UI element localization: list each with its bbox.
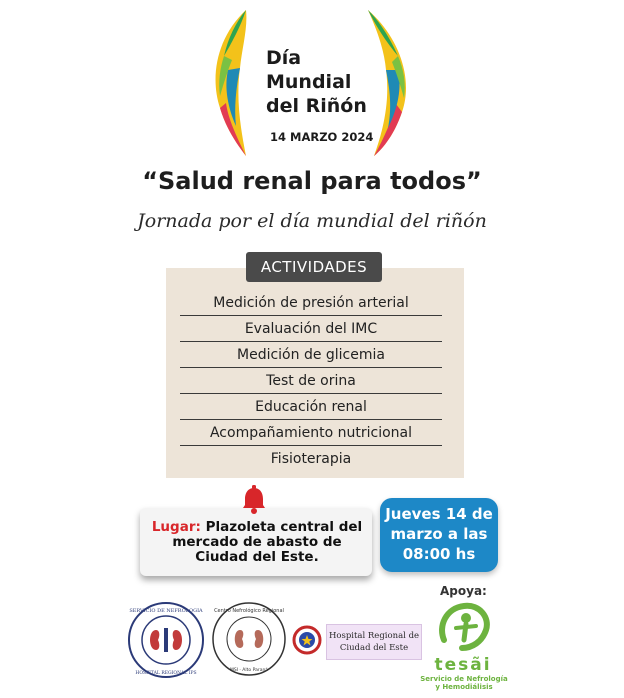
hospital-line-2: Ciudad del Este bbox=[339, 643, 409, 653]
activities-title: ACTIVIDADES bbox=[246, 252, 382, 282]
date-time-badge bbox=[380, 498, 498, 572]
headline: “Salud renal para todos” bbox=[142, 167, 482, 195]
activity-item: Medición de presión arterial bbox=[180, 290, 442, 316]
date-line-1: Jueves 14 de bbox=[385, 505, 493, 523]
support-label: Apoya: bbox=[440, 584, 487, 598]
paraguay-emblem-icon bbox=[292, 624, 322, 656]
tesai-name: tesãi bbox=[434, 655, 492, 675]
hospital-regional-logo bbox=[326, 624, 422, 660]
tesai-sub-line-2: y Hemodiálisis bbox=[435, 683, 493, 691]
tesai-sub-line-1: Servicio de Nefrología bbox=[420, 675, 508, 683]
tesai-logo-icon bbox=[436, 600, 492, 652]
regional-nephrology-center-seal bbox=[210, 600, 288, 678]
location-text bbox=[148, 520, 366, 565]
location-value: Plazoleta central del mercado de abasto de Ciudad del Este. bbox=[172, 519, 363, 565]
logo-title bbox=[266, 46, 376, 118]
location-label: Lugar: bbox=[151, 519, 201, 535]
logo-line-2: Mundial bbox=[266, 71, 352, 93]
logo-date: 14 MARZO 2024 bbox=[270, 130, 374, 144]
activity-item: Evaluación del IMC bbox=[180, 316, 442, 342]
date-line-3: 08:00 hs bbox=[402, 545, 476, 563]
activity-item: Acompañamiento nutricional bbox=[180, 420, 442, 446]
hospital-line-1: Hospital Regional de bbox=[328, 631, 420, 641]
activity-item: Medición de glicemia bbox=[180, 342, 442, 368]
activity-item: Educación renal bbox=[180, 394, 442, 420]
logo-line-3: del Riñón bbox=[266, 95, 367, 117]
svg-text:Centro Nefrológico Regional: Centro Nefrológico Regional bbox=[214, 608, 284, 614]
svg-text:HOSPITAL REGIONAL IPS: HOSPITAL REGIONAL IPS bbox=[135, 671, 197, 676]
activity-item: Test de orina bbox=[180, 368, 442, 394]
svg-text:SERVICIO DE NEFROLOGIA: SERVICIO DE NEFROLOGIA bbox=[129, 608, 203, 614]
date-line-2: marzo a las bbox=[390, 525, 488, 543]
svg-text:MSI · Alto Paraná: MSI · Alto Paraná bbox=[229, 668, 269, 673]
subheadline: Jornada por el día mundial del riñón bbox=[137, 210, 487, 232]
activities-list bbox=[180, 290, 442, 472]
logo-left-ribbon bbox=[206, 8, 266, 158]
tesai-subtitle bbox=[412, 675, 516, 691]
activity-item: Fisioterapia bbox=[270, 451, 352, 467]
nephrology-service-seal bbox=[126, 600, 206, 680]
logo-line-1: Día bbox=[266, 47, 302, 69]
bell-icon bbox=[240, 485, 268, 515]
